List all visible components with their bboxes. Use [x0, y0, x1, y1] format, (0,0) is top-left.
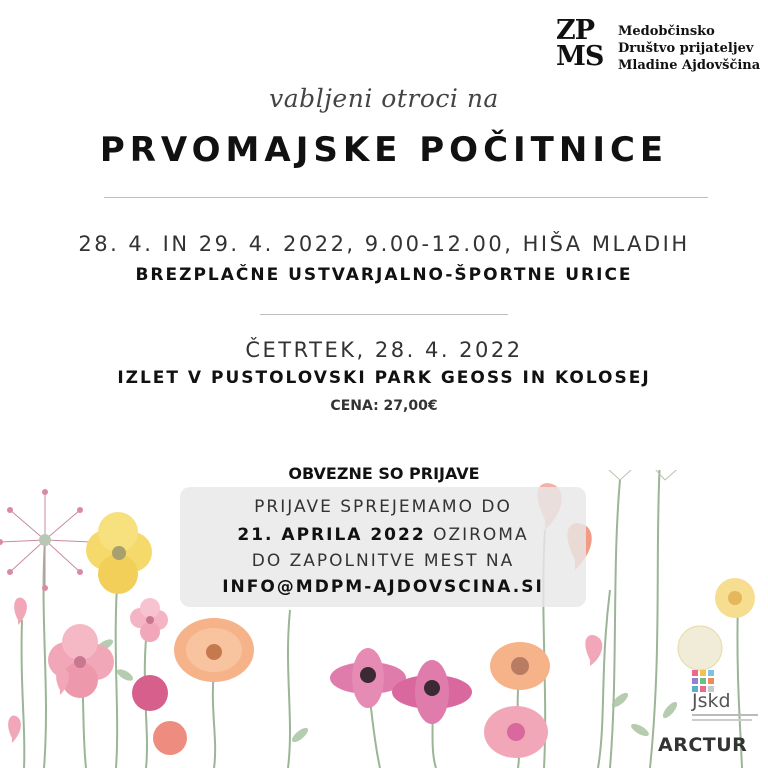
jskd-logo [690, 668, 760, 728]
yellow-flower-right [715, 578, 755, 618]
orange-flower [174, 618, 254, 682]
invitation-script-text: vabljeni otroci na [269, 84, 499, 113]
org-name-line1: Medobčinsko [618, 24, 715, 39]
jskd-tagline-line [692, 714, 758, 716]
registration-line1: PRIJAVE SPREJEMAMO DO [254, 497, 512, 517]
pink-bud-bottom [8, 715, 21, 743]
peach-flower [490, 642, 550, 690]
divider-middle [260, 314, 508, 315]
org-name-line3: Mladine Ajdovščina [618, 58, 761, 73]
pink-flower-small [130, 598, 168, 642]
jskd-tagline-line-2 [692, 719, 752, 721]
registration-line2 [180, 525, 586, 545]
pink-flower-large [48, 624, 114, 698]
event1-date-line: 28. 4. IN 29. 4. 2022, 9.00-12.00, HIŠA MLADIH [78, 232, 690, 256]
registration-email[interactable]: INFO@MDPM-AJDOVSCINA.SI [222, 577, 544, 597]
event2-date-line: ČETRTEK, 28. 4. 2022 [245, 338, 523, 362]
event1-description: BREZPLAČNE USTVARJALNO-ŠPORTNE URICE [135, 265, 633, 285]
arctur-logo: ARCTUR [658, 734, 748, 756]
white-flower [678, 626, 722, 670]
logo-mark [556, 15, 604, 72]
logo-mark-top: ZP [556, 15, 595, 46]
organization-logo [556, 15, 761, 78]
coral-rose [153, 721, 187, 755]
registration-line2-rest: OZIROMA [425, 525, 529, 545]
yellow-flower [86, 512, 152, 594]
registration-deadline: 21. APRILA 2022 [237, 525, 426, 545]
org-name-line2: Društvo prijateljev [618, 41, 754, 56]
divider-top [104, 197, 708, 198]
pink-bud-left [14, 597, 27, 625]
registration-line3: DO ZAPOLNITVE MEST NA [251, 551, 515, 571]
pink-flower-bottom [484, 706, 548, 758]
event2-price: CENA: 27,00€ [330, 398, 438, 414]
registration-email-row [180, 577, 586, 597]
registration-info-box [180, 487, 586, 607]
event2-description: IZLET V PUSTOLOVSKI PARK GEOSS IN KOLOSEJ [117, 368, 651, 388]
dandelion-left-seeds [0, 489, 95, 591]
magenta-daisy-left [330, 648, 406, 708]
magenta-daisy-right [392, 660, 472, 724]
registration-required-heading: OBVEZNE SO PRIJAVE [288, 464, 480, 483]
logo-mark-bottom: MS [556, 41, 604, 72]
organization-name [618, 23, 760, 74]
jskd-name: Jskd [692, 690, 731, 712]
magenta-flower [132, 675, 168, 711]
page-title: PRVOMAJSKE POČITNICE [99, 130, 669, 170]
